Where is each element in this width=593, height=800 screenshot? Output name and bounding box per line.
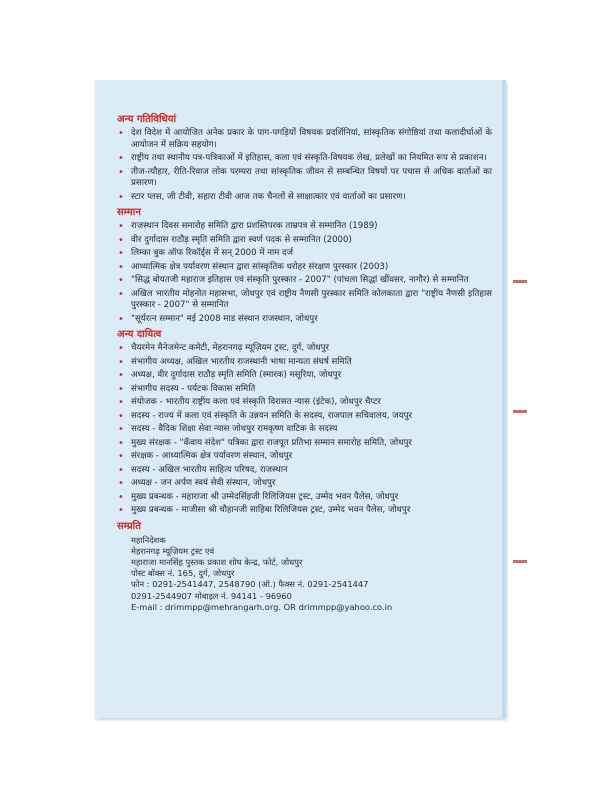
spine-mark bbox=[513, 560, 527, 563]
list-item: • स्टार प्लस, जी टीवी, सहारा टीवी आज तक चैनलों से साक्षात्कार एवं वार्ताओं का प्रसारण। bbox=[118, 191, 406, 203]
bullet-icon: • bbox=[118, 410, 124, 422]
list-item: • अध्यक्ष, वीर दुर्गादास राठौड़ स्मृति समिति (स्मारक) मसूरिया, जोधपुर bbox=[118, 370, 342, 381]
bullet-icon: • bbox=[118, 370, 124, 381]
bullet-icon: • bbox=[118, 505, 124, 516]
bullet-icon: • bbox=[118, 424, 124, 435]
list-item: • मुख्य संरक्षक - "कँवाय संदेश" पत्रिका द्वारा राजपूत प्रतिभा सम्मान समारोह समिति, जोधपुर bbox=[118, 437, 412, 449]
bullet-icon: • bbox=[118, 478, 124, 489]
list-item: • सदस्य - वैदिक शिक्षा सेवा न्यास जोधपुर रामकृष्ण वाटिक के सदस्य bbox=[118, 424, 338, 435]
bullet-icon: • bbox=[118, 128, 124, 139]
bullet-icon: • bbox=[118, 288, 124, 300]
phone-line: 0291-2544907 मोबाइल नं. 94141 - 96960 bbox=[131, 590, 292, 601]
spine-mark bbox=[513, 280, 527, 283]
list-item: • चैयरमेन मैनेजमेन्ट कमेटी, मेहरानगढ़ म्यूज़ियम ट्रस्ट, दुर्ग, जोधपुर bbox=[118, 343, 330, 354]
spine-edge bbox=[505, 260, 535, 680]
bullet-icon: • bbox=[118, 464, 124, 476]
bullet-icon: • bbox=[118, 356, 124, 368]
list-item: • "सिद्ध बोयतजी महाराज इतिहास एवं संस्कृति पुरस्कार - 2007" (पांचला सिद्धां खींवसर, नागौर) से सम्मानित bbox=[118, 275, 469, 286]
list-item: • संभागीय सदस्य - पर्यटक विकास समिति bbox=[118, 383, 256, 395]
bullet-icon: • bbox=[118, 313, 124, 325]
bullet-icon: • bbox=[118, 191, 124, 203]
list-item: • अखिल भारतीय मोहनोत महासभा, जोधपुर एवं राष्ट्रीय नैणसी पुरस्कार समिति कोलकाता द्वारा "राष्ट्रीय नैणसी इतिहास पुरस्कार - 2007" से सम्मानित bbox=[118, 288, 492, 310]
bullet-icon: • bbox=[118, 153, 124, 164]
section-heading-activities: अन्य गतिविधियां bbox=[117, 114, 177, 125]
spine-mark bbox=[513, 410, 527, 413]
bullet-icon: • bbox=[118, 261, 124, 273]
list-item: • मुख्य प्रबन्धक - माजीसा श्री चौहानजी साहिबा रिलिजियस ट्रस्ट, उम्मेद भवन पैलेस, जोधपुर bbox=[118, 505, 411, 516]
bullet-icon: • bbox=[118, 248, 124, 259]
responsibilities-list bbox=[117, 343, 492, 517]
bullet-icon: • bbox=[118, 383, 124, 395]
bullet-icon: • bbox=[118, 234, 124, 246]
phone-line: फोन : 0291-2541447, 2548790 (ऑ.) फैक्स नं. 0291-2541447 bbox=[131, 579, 369, 590]
bullet-icon: • bbox=[118, 221, 124, 232]
organisation-line: महाराजा मानसिंह पुस्तक प्रकाश शोध केन्द्र, फोर्ट, जोधपुर bbox=[131, 556, 303, 567]
contact-block bbox=[117, 535, 492, 613]
list-item: • सदस्य - अखिल भारतीय साहित्य परिषद, राजस्थान bbox=[118, 464, 288, 476]
organisation-line: मेहरानगढ़ म्यूज़ियम ट्रस्ट एवं bbox=[131, 545, 215, 556]
list-item: • संयोजक - भारतीय राष्ट्रीय कला एवं संस्कृति विरासत न्यास (इंटेक), जोधपुर चैप्टर bbox=[118, 397, 381, 408]
list-item: • "सूर्यरत्न सम्मान" मई 2008 माड संस्थान राजस्थान, जोधपुर bbox=[118, 313, 318, 325]
list-item: • संभागीय अध्यक्ष, अखिल भारतीय राजस्थानी भाषा मान्यता संघर्ष समिति bbox=[118, 356, 352, 368]
bullet-icon: • bbox=[118, 343, 124, 354]
honours-list bbox=[117, 221, 492, 325]
list-item: • मुख्य प्रबन्धक - महाराजा श्री उम्मेदसिंहजी रिलिजियस ट्रस्ट, उम्मेद भवन पैलेस, जोधपुर bbox=[118, 491, 399, 503]
bullet-icon: • bbox=[118, 491, 124, 503]
list-item: • अध्यक्ष - जन अर्पण स्वयं सेवी संस्थान, जोधपुर bbox=[118, 478, 276, 489]
list-item: • तीज-त्यौहार, रीति-रिवाज लोक परम्परा तथा सांस्कृतिक जीवन से सम्बन्धित विषयों पर पचास से अधिक वार्ताओं का प्रसारण। bbox=[118, 166, 492, 188]
bullet-icon: • bbox=[118, 437, 124, 449]
section-heading-honours: सम्मान bbox=[117, 207, 141, 218]
address-line: पोस्ट बॉक्स नं. 165, दुर्ग, जोधपुर bbox=[131, 568, 235, 579]
list-item: • देश विदेश में आयोजित अनेक प्रकार के पाग-पगड़ियों विषयक प्रदर्शिनियां, सांस्कृतिक संगोष्ठियां तथा कलादीर्घाओं के आयोजन में सक्रिय सहयोग। bbox=[118, 128, 492, 150]
list-item: • आध्यात्मिक क्षेत्र पर्यावरण संस्थान द्वारा सांस्कृतिक धरोहर संरक्षण पुरस्कार (2003) bbox=[118, 261, 389, 273]
list-item: • वीर दुर्गादास राठौड़ स्मृति समिति द्वारा स्वर्ण पदक से सम्मानित (2000) bbox=[118, 234, 352, 246]
back-cover bbox=[95, 80, 506, 718]
bullet-icon: • bbox=[118, 275, 124, 286]
bullet-icon: • bbox=[118, 166, 124, 178]
list-item: • राष्ट्रीय तथा स्थानीय पत्र-पत्रिकाओं में इतिहास, कला एवं संस्कृति-विषयक लेख, प्रलेखों का नियमित रूप से प्रकाशन। bbox=[118, 153, 487, 164]
activities-list bbox=[117, 128, 492, 203]
list-item: • संरक्षक - आध्यात्मिक क्षेत्र पर्यावरण संस्थान, जोधपुर bbox=[118, 451, 293, 462]
bullet-icon: • bbox=[118, 397, 124, 408]
cover-content bbox=[117, 110, 492, 613]
section-heading-current: सम्प्रति bbox=[117, 520, 141, 532]
list-item: • लिम्का बुक ऑफ रिकॉर्ड्स में सन् 2000 में नाम दर्ज bbox=[118, 248, 293, 259]
list-item: • सदस्य - राज्य में कला एवं संस्कृति के उन्नयन समिति के सदस्य, राजपाल सचिवालय, जयपुर bbox=[118, 410, 413, 422]
section-heading-responsibilities: अन्य दायित्व bbox=[117, 329, 162, 340]
designation: महानिदेशक bbox=[131, 534, 166, 545]
email-line: E-mail : drimmpp@mehrangarh.org. OR drimmpp@yahoo.co.in bbox=[131, 601, 393, 612]
list-item: • राजस्थान दिवस समारोह समिति द्वारा प्रशस्तिपरक ताम्रपत्र से सम्मानित (1989) bbox=[118, 221, 378, 232]
bullet-icon: • bbox=[118, 451, 124, 462]
